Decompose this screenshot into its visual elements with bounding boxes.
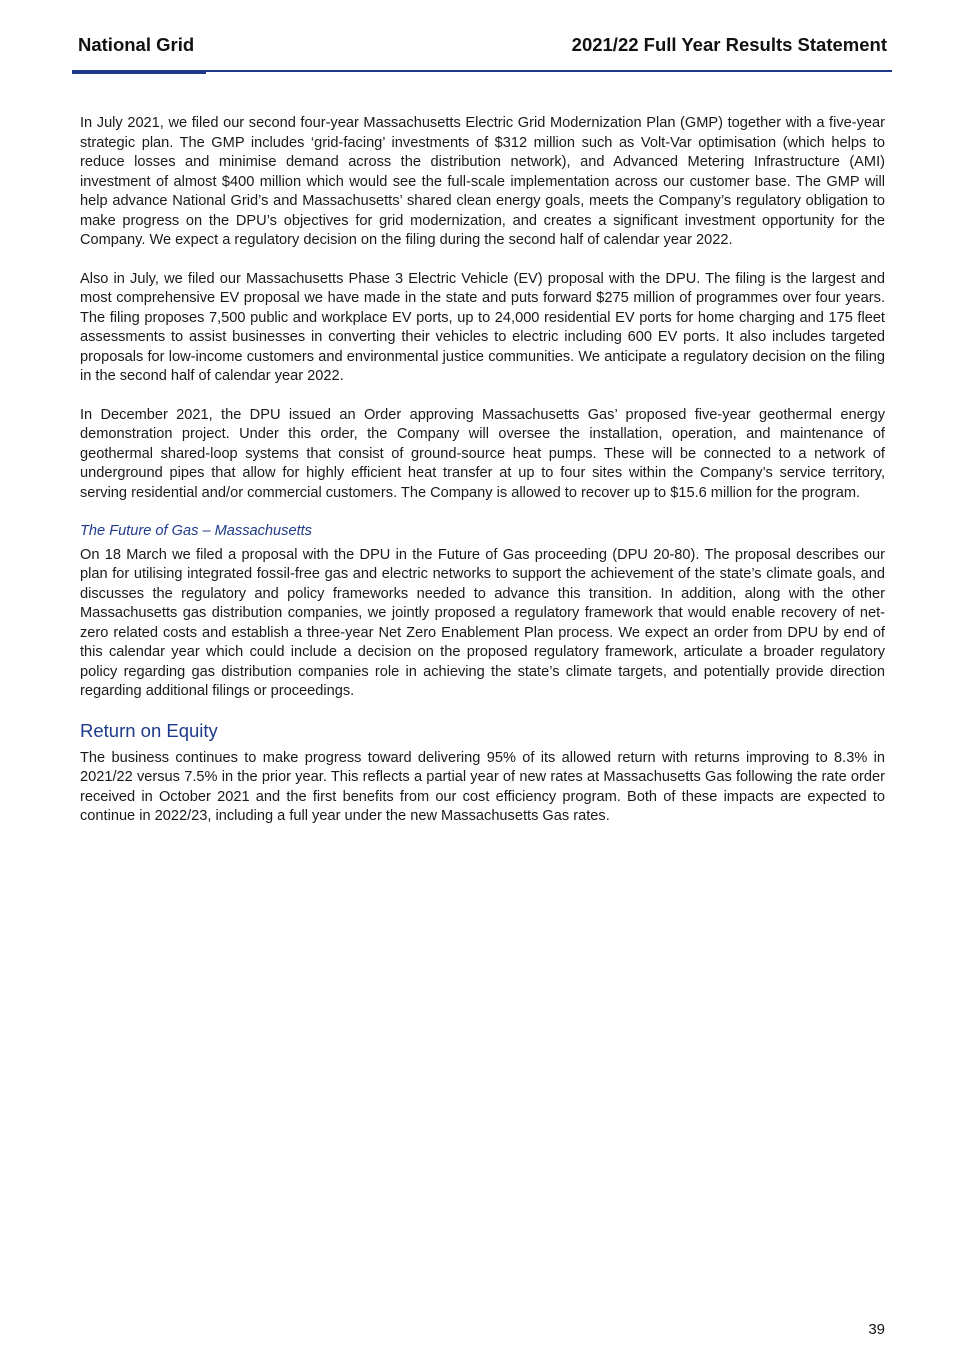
future-of-gas-subheading: The Future of Gas – Massachusetts [80,523,312,539]
paragraph-return-on-equity: The business continues to make progress toward delivering 95% of its allowed return with returns improving to 8.3% in 2021/22 versus 7.5% in the prior year. This reflects a partial year of new rates at Massachusetts Gas following the rate order received in October 2021 and the first benefits from our cost efficiency program. Both of these impacts are expected to continue in 2022/23, including a full year under the new Massachusetts Gas rates. [80,749,885,824]
paragraph-ev-proposal: Also in July, we filed our Massachusetts Phase 3 Electric Vehicle (EV) proposal with the DPU. The filing is the largest and most comprehensive EV proposal we have made in the state and puts forward $275 million of programmes over four years. The filing proposes 7,500 public and workplace EV ports, up to 24,000 residential EV ports for home charging and 175 fleet assessments to assist businesses in converting their vehicles to electric including 600 EV ports. It also includes targeted proposals for low-income customers and environmental justice communities. We anticipate a regulatory decision on the filing in the second half of calendar year 2022. [80,270,885,384]
page-content [80,114,885,846]
header-accent-bar [72,70,206,74]
paragraph-grid-modernization: In July 2021, we filed our second four-year Massachusetts Electric Grid Modernization Plan (GMP) together with a five-year strategic plan. The GMP includes ‘grid-facing’ investments of $312 million such as Volt-Var optimisation (which helps to reduce losses and minimise demand across the distribution network), and Advanced Metering Infrastructure (AMI) investment of almost $400 million which would see the full-scale implementation across our customer base. The GMP will help advance National Grid’s and Massachusetts’ shared clean energy goals, meets the Company’s regulatory obligation to make progress on the DPU’s objectives for grid modernization, and creates a significant investment opportunity for the Company. We expect a regulatory decision on the filing during the second half of calendar year 2022. [80,115,885,248]
page-number: 39 [868,1321,885,1338]
return-on-equity-heading: Return on Equity [80,719,218,741]
paragraph-geothermal: In December 2021, the DPU issued an Order approving Massachusetts Gas’ proposed five-year geothermal energy demonstration project. Under this order, the Company will oversee the installation, operation, and maintenance of geothermal shared-loop systems that consist of ground-source heat pumps. These will be connected to a network of underground pipes that allow for highly efficient heat transfer at up to four sites within the Company’s service territory, serving residential and/or commercial customers. The Company is allowed to recover up to $15.6 million for the program. [80,406,885,501]
company-name: National Grid [78,34,195,55]
report-title: 2021/22 Full Year Results Statement [571,34,887,55]
paragraph-future-of-gas: On 18 March we filed a proposal with the DPU in the Future of Gas proceeding (DPU 20-80). The proposal describes our plan for utilising integrated fossil-free gas and electric networks to support the achievement of the state’s climate goals, and discusses the regulatory and policy frameworks needed to advance this transition. In addition, along with the other Massachusetts gas distribution companies, we jointly proposed a regulatory framework that would enable recovery of net-zero related costs and establish a three-year Net Zero Enablement Plan process. We expect an order from DPU by end of this calendar year which could include a decision on the proposed regulatory framework, articulate a broader regulatory policy regarding gas distribution companies role in achieving the state’s climate targets, and potentially provide direction regarding additional filings or proceedings. [80,546,885,699]
page-header [72,34,891,58]
